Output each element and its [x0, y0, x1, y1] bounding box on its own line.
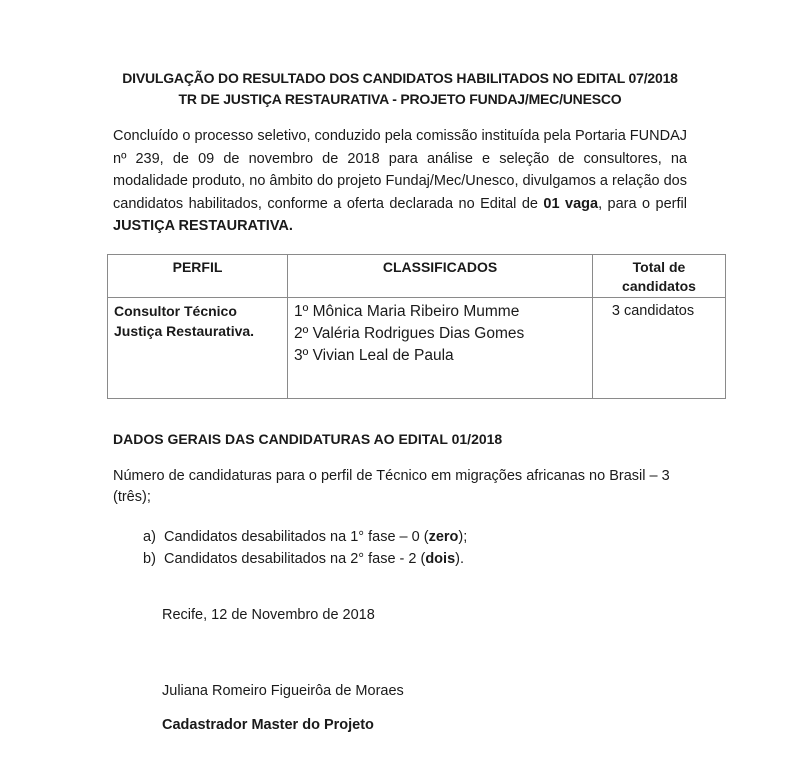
- header-total-line-2: candidatos: [622, 278, 696, 294]
- list-text: [164, 548, 464, 570]
- list-item: [143, 526, 467, 548]
- header-total: [593, 255, 726, 298]
- intro-text-1: Concluído o processo seletivo, conduzido pela comissão instituída pela Portaria FUNDAJ nº 239, de 09 de novembro de 2018 para análise e seleção de consultores, na modalidade produto, no âmbito do projeto Fundaj/Mec/Unesco, divulgamos a relação dos candidatos habilitados, conforme a oferta declarada no Edital de: [113, 128, 687, 212]
- phase-list: [143, 526, 467, 570]
- title-line-2: TR DE JUSTIÇA RESTAURATIVA - PROJETO FUNDAJ/MEC/UNESCO: [178, 91, 622, 107]
- intro-text-2: , para o perfil: [598, 195, 687, 212]
- list-text: [164, 526, 467, 548]
- intro-perfil: JUSTIÇA RESTAURATIVA.: [113, 218, 293, 234]
- results-table: [107, 254, 726, 399]
- list-marker: b): [143, 551, 156, 567]
- phase-suffix: ).: [455, 551, 464, 567]
- header-classificados: CLASSIFICADOS: [288, 255, 593, 298]
- document-title: [0, 68, 800, 110]
- phase-suffix: );: [458, 529, 468, 545]
- perfil-line-1: Consultor Técnico: [114, 303, 237, 319]
- phase-text: Candidatos desabilitados na 2° fase - 2 (: [164, 551, 426, 567]
- title-line-1: DIVULGAÇÃO DO RESULTADO DOS CANDIDATOS HABILITADOS NO EDITAL 07/2018: [122, 70, 678, 86]
- phase-bold: zero: [428, 529, 459, 545]
- header-total-line-1: Total de: [632, 259, 686, 275]
- classificado-1: 1º Mônica Maria Ribeiro Mumme: [294, 303, 520, 320]
- intro-paragraph: [113, 125, 687, 238]
- count-paragraph: Número de candidaturas para o perfil de Técnico em migrações africanas no Brasil – 3 (três);: [113, 468, 670, 505]
- table-row: [108, 298, 726, 399]
- header-perfil: PERFIL: [108, 255, 288, 298]
- intro-vagas: 01 vaga: [543, 195, 599, 212]
- place-date: Recife, 12 de Novembro de 2018: [162, 607, 375, 623]
- classificado-3: 3º Vivian Leal de Paula: [294, 347, 454, 364]
- table-header-row: [108, 255, 726, 298]
- phase-text: Candidatos desabilitados na 1° fase – 0 (: [164, 529, 429, 545]
- phase-bold: dois: [425, 551, 456, 567]
- perfil-line-2: Justiça Restaurativa.: [114, 323, 255, 339]
- signer-role: Cadastrador Master do Projeto: [162, 717, 374, 733]
- section-title: DADOS GERAIS DAS CANDIDATURAS AO EDITAL 01/2018: [113, 431, 503, 447]
- list-item: [143, 548, 467, 570]
- cell-perfil: [108, 298, 288, 399]
- cell-classificados: [288, 298, 593, 399]
- classificado-2: 2º Valéria Rodrigues Dias Gomes: [294, 325, 525, 342]
- list-marker: a): [143, 529, 156, 545]
- cell-total: 3 candidatos: [593, 298, 726, 399]
- signer-name: Juliana Romeiro Figueirôa de Moraes: [162, 683, 404, 699]
